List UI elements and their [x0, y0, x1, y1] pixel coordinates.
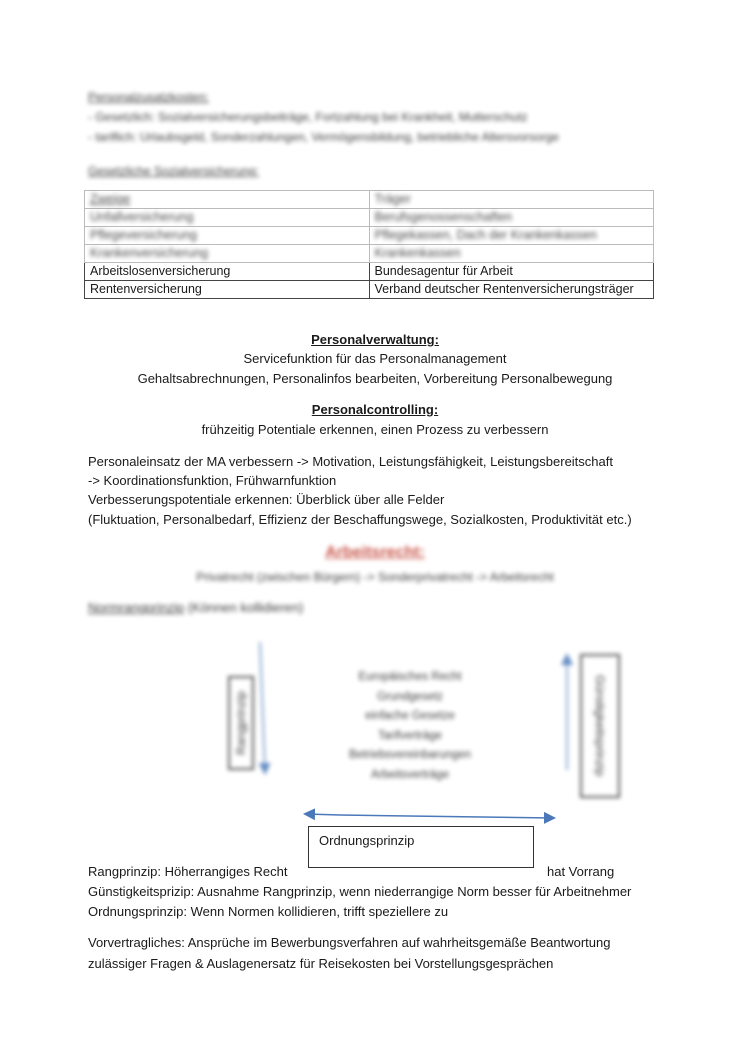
ordnungsprinzip-label: Ordnungsprinzip: [319, 833, 415, 848]
hierarchy-item: Arbeitsverträge: [371, 768, 449, 781]
normrang-heading: Normrangprinzip (Können kollidieren): [88, 600, 304, 615]
guenstigkeitsprinzip-label: Günstigkeitsprinzip: [593, 675, 607, 777]
rangprinzip-text-prefix: Rangprinzip: Höherrangiges Recht: [88, 864, 288, 879]
arbeitsrecht-subtitle: Privatrecht (zwischen Bürgern) -> Sonderprivatrecht -> Arbeitsrecht: [196, 570, 554, 584]
controlling-line-1: frühzeitig Potentiale erkennen, einen Prozess zu verbessern: [201, 422, 549, 437]
verwaltung-title: Personalverwaltung:: [311, 332, 439, 347]
einsatz-line-3: Verbesserungspotentiale erkennen: Überblick über alle Felder: [88, 492, 445, 507]
hierarchy-item: einfache Gesetze: [365, 710, 455, 722]
ordnungsprinzip-text: Ordnungsprinzip: Wenn Normen kollidieren, trifft speziellere zu: [88, 904, 449, 919]
table-cell: Pflegekassen, Dach der Krankenkassen: [369, 227, 654, 245]
ordnungsprinzip-box: [308, 826, 534, 868]
arbeitsrecht-title: Arbeitsrecht:: [325, 544, 425, 561]
table-cell: Pflegeversicherung: [85, 227, 370, 245]
guenstigkeitsprinzip-box: [580, 654, 620, 798]
rangprinzip-text-suffix: hat Vorrang: [547, 864, 615, 879]
hierarchy-item: Tarifverträge: [378, 729, 442, 742]
table-cell: Krankenversicherung: [85, 245, 370, 263]
table-cell: Berufsgenossenschaften: [369, 209, 654, 227]
einsatz-line-1: Personaleinsatz der MA verbessern -> Motivation, Leistungsfähigkeit, Leistungsbereitschaft: [88, 454, 613, 469]
guenstigkeitsprinzip-text: Günstigkeitsprizip: Ausnahme Rangprinzip, wenn niederrangige Norm besser für Arbeitnehmer: [88, 884, 632, 899]
hierarchy-item: Betriebsvereinbarungen: [348, 749, 472, 761]
hierarchy-item: Grundgesetz: [377, 690, 443, 703]
table-cell: Verband deutscher Rentenversicherungsträger: [369, 281, 654, 299]
verwaltung-line-2: Gehaltsabrechnungen, Personalinfos bearbeiten, Vorbereitung Personalbewegung: [137, 371, 613, 386]
controlling-title: Personalcontrolling:: [311, 402, 439, 417]
ordnung-arrow-right: [340, 815, 553, 818]
vorvertraglich-line-1: Vorvertragliches: Ansprüche im Bewerbungsverfahren auf wahrheitsgemäße Beantwortung: [88, 935, 611, 950]
verwaltung-line-1: Servicefunktion für das Personalmanagement: [243, 351, 507, 366]
rangprinzip-label: Rangprinzip: [234, 690, 248, 756]
norm-hierarchy-list: [330, 668, 490, 785]
table-cell: Arbeitslosenversicherung: [85, 263, 370, 281]
sozialversicherung-heading: Gesetzliche Sozialversicherung:: [88, 164, 259, 178]
table-cell: Rentenversicherung: [85, 281, 370, 299]
ordnung-arrow-left: [306, 814, 340, 815]
einsatz-line-2: -> Koordinationsfunktion, Frühwarnfunktion: [88, 473, 337, 488]
table-header-cell: Zweige: [85, 191, 370, 209]
einsatz-line-4: (Fluktuation, Personalbedarf, Effizienz der Beschaffungswege, Sozialkosten, Produktivität etc.): [88, 512, 632, 527]
hierarchy-item: Europäisches Recht: [358, 671, 462, 683]
rang-arrow: [260, 642, 265, 772]
table-cell: Krankenkassen: [369, 245, 654, 263]
table-cell: Unfallversicherung: [85, 209, 370, 227]
kosten-heading: Personalzusatzkosten:: [88, 90, 209, 104]
table-cell: Bundesagentur für Arbeit: [369, 263, 654, 281]
table-header-cell: Träger: [369, 191, 654, 209]
vorvertraglich-line-2: zulässiger Fragen & Auslagenersatz für Reisekosten bei Vorstellungsgesprächen: [88, 956, 554, 971]
kosten-line-1: - Gesetzlich: Sozialversicherungsbeiträge, Fortzahlung bei Krankheit, Mutterschutz: [88, 110, 528, 124]
kosten-line-2: - tariflich: Urlaubsgeld, Sonderzahlungen, Vermögensbildung, betriebliche Altersvorsorge: [88, 130, 559, 144]
rangprinzip-box: [228, 676, 254, 770]
